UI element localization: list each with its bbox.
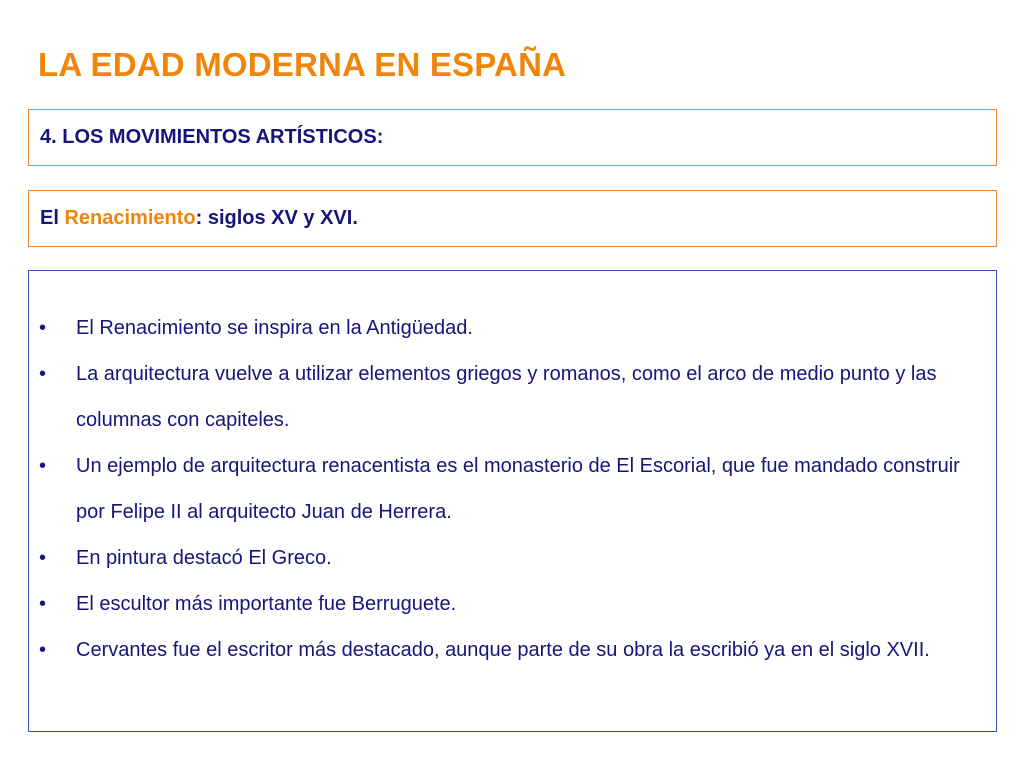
- section-heading-box: [28, 109, 997, 166]
- bullet-text: Un ejemplo de arquitectura renacentista es el monasterio de El Escorial, que fue mandado construir por Felipe II al arquitecto Juan de Herrera.: [76, 455, 960, 523]
- subsection-heading-box: [28, 190, 997, 247]
- bullet-text: Cervantes fue el escritor más destacado, aunque parte de su obra la escribió ya en el siglo XVII.: [76, 639, 930, 661]
- bullet-list: [39, 305, 979, 673]
- bullet-icon: •: [39, 363, 47, 385]
- bullet-item: [39, 351, 979, 443]
- bullet-text: El escultor más importante fue Berruguete.: [76, 593, 457, 615]
- subsection-prefix: El: [40, 207, 65, 229]
- bullet-icon: •: [39, 639, 47, 661]
- bullet-item: [39, 581, 979, 627]
- bullet-item: [39, 627, 979, 673]
- bullet-text: El Renacimiento se inspira en la Antigüedad.: [76, 317, 473, 339]
- subsection-highlight: Renacimiento: [64, 207, 196, 229]
- bullet-icon: •: [39, 455, 47, 477]
- bullet-icon: •: [39, 593, 47, 615]
- section-heading: 4. LOS MOVIMIENTOS ARTÍSTICOS:: [40, 126, 384, 148]
- bullet-text: En pintura destacó El Greco.: [76, 547, 332, 569]
- bullet-item: [39, 535, 979, 581]
- bullet-icon: •: [39, 547, 47, 569]
- page-title: LA EDAD MODERNA EN ESPAÑA: [38, 46, 567, 83]
- subsection-suffix: : siglos XV y XVI.: [195, 207, 358, 229]
- bullet-icon: •: [39, 317, 47, 339]
- bullet-item: [39, 305, 979, 351]
- content-box: [28, 270, 997, 732]
- bullet-text: La arquitectura vuelve a utilizar elementos griegos y romanos, como el arco de medio punto y las columnas con capiteles.: [76, 363, 937, 431]
- subsection-heading: [40, 207, 358, 230]
- bullet-item: [39, 443, 979, 535]
